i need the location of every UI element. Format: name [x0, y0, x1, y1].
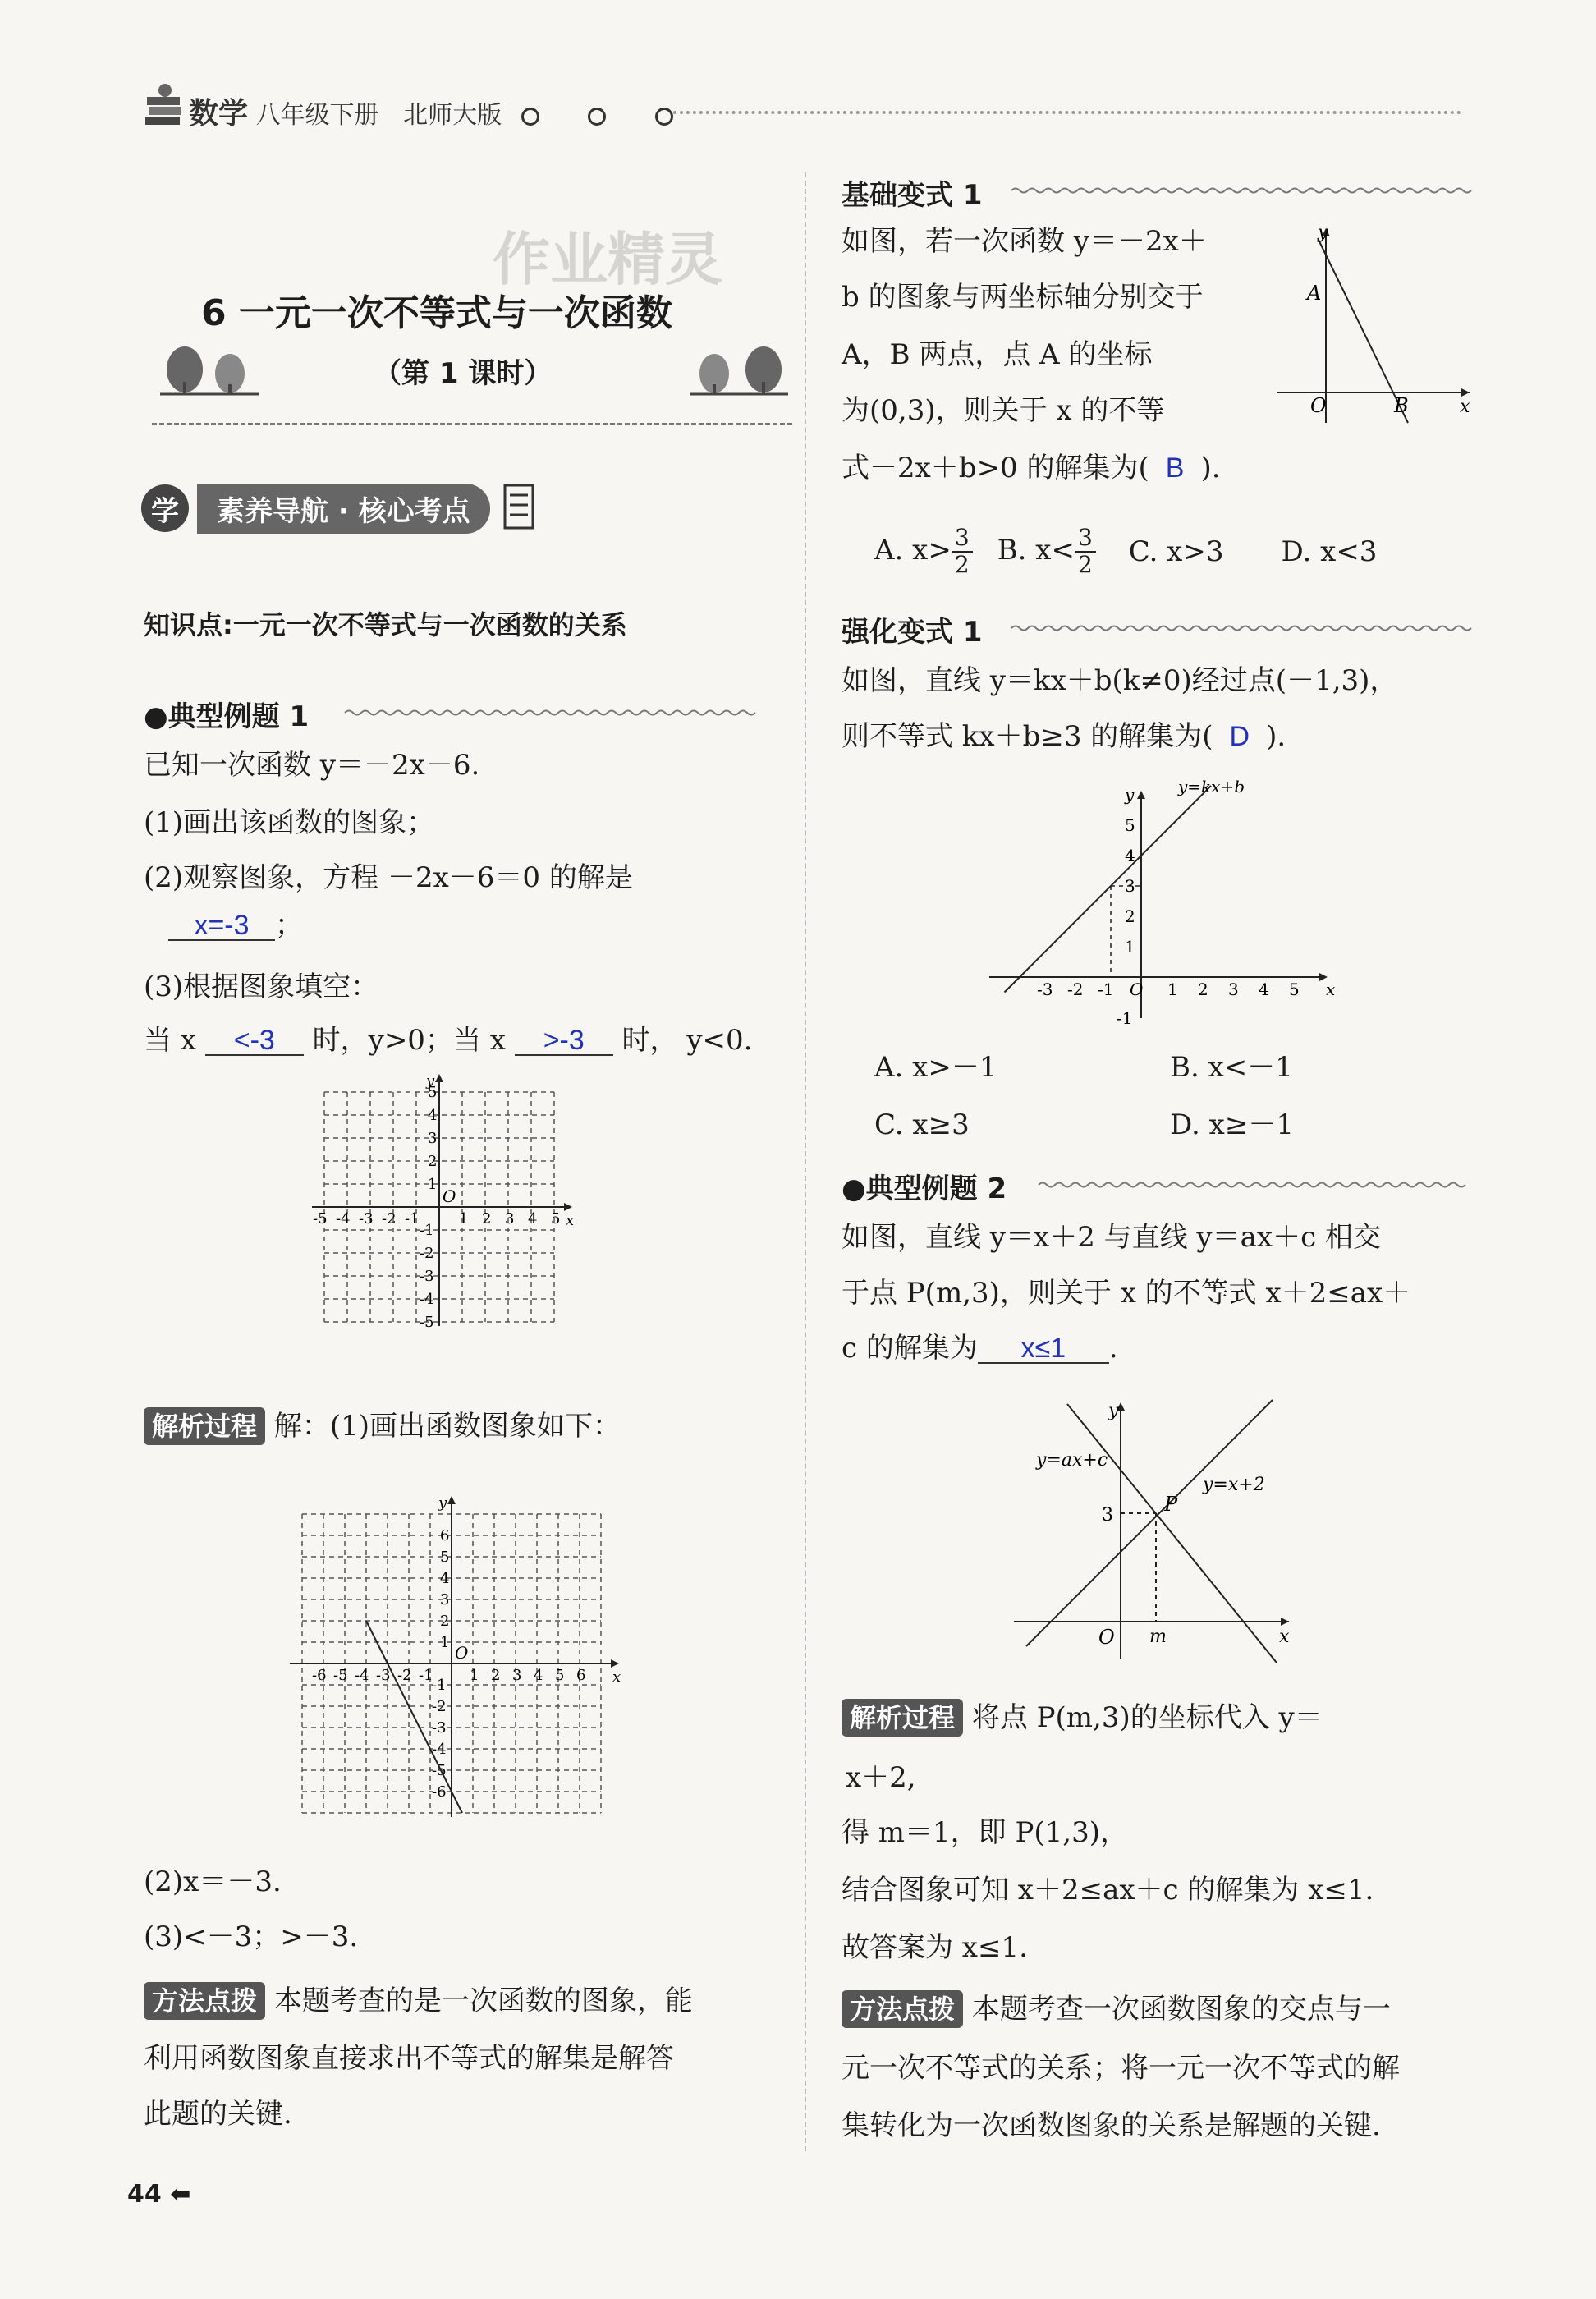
- y-tick-label: 6: [440, 1527, 450, 1544]
- axis-label-y: y: [1318, 223, 1328, 243]
- option-B: B. x< $\frac{3}{2}$: [998, 525, 1096, 578]
- y-tick-label: -3: [420, 1268, 434, 1285]
- header-subject: 数学: [189, 97, 249, 131]
- x-tick-label: 4: [528, 1210, 538, 1228]
- notebook-icon: [500, 482, 536, 535]
- x-tick-label: 5: [1289, 980, 1300, 999]
- y-tick-label: -1: [1117, 1008, 1133, 1028]
- x-tick-label: 1: [470, 1667, 479, 1684]
- axis-label-y: y: [1125, 785, 1135, 805]
- axis-label-x: x: [612, 1668, 621, 1686]
- section-banner: [141, 483, 536, 534]
- y-axis-arrow: [435, 1074, 443, 1082]
- strong1-heading: 强化变式 1: [842, 616, 983, 649]
- y-tick-label: 3: [1125, 876, 1135, 896]
- column-divider: [805, 172, 806, 2151]
- example2-sol-line3: 得 m＝1，即 P(1,3)，: [842, 1816, 1128, 1849]
- x-tick-label: -1: [405, 1210, 420, 1228]
- y-tick-label: 4: [440, 1570, 450, 1587]
- y-tick-label: 5: [1125, 815, 1135, 835]
- x-tick-label: 3: [1228, 980, 1239, 999]
- x-tick-label: 1: [459, 1210, 469, 1228]
- axis-label-x: x: [566, 1212, 575, 1229]
- x-tick-label: 2: [491, 1667, 501, 1684]
- strong1-figure: [977, 776, 1338, 1034]
- title-rule: [152, 423, 792, 425]
- x-tick-label: 2: [1198, 980, 1208, 999]
- example1-q2: (2)观察图象，方程 －2x－6＝0 的解是: [144, 861, 633, 894]
- example1-solution-intro: 解析过程 解：(1)画出函数图象如下：: [144, 1412, 621, 1440]
- x-tick-label: -1: [419, 1667, 433, 1684]
- answer-blank: >-3: [515, 1026, 613, 1056]
- axis-label-x: x: [1326, 980, 1336, 999]
- example2-sol-line4: 结合图象可知 x＋2≤ax＋c 的解集为 x≤1.: [842, 1874, 1374, 1907]
- tree-icon: [152, 337, 267, 406]
- empty-grid-figure: [313, 1072, 628, 1358]
- y-tick-label: 5: [440, 1549, 450, 1566]
- x-axis-arrow: [564, 1203, 572, 1211]
- x-tick-label: 5: [555, 1667, 565, 1684]
- wavy-rule: [345, 704, 764, 720]
- example2-sol-line5: 故答案为 x≤1.: [842, 1931, 1028, 1964]
- y-tick-label: 3: [428, 1130, 438, 1147]
- origin-label: O: [1310, 394, 1327, 417]
- example2-line1: 如图，直线 y＝x＋2 与直线 y＝ax＋c 相交: [842, 1221, 1381, 1254]
- x-tick-label: 2: [482, 1210, 492, 1228]
- example1-method-3: 此题的关键.: [144, 2098, 292, 2131]
- x-tick-label: -5: [313, 1210, 328, 1228]
- strong1-option-C: C. x≥3: [874, 1108, 970, 1141]
- x-tick-label: 3: [512, 1667, 522, 1684]
- basic1-line2: b 的图象与两坐标轴分别交于: [842, 281, 1204, 314]
- x-tick-label: -3: [376, 1667, 391, 1684]
- origin-label: O: [1130, 980, 1144, 999]
- origin-label: O: [1098, 1626, 1115, 1649]
- line-label-x-plus-2: y=x+2: [1203, 1475, 1265, 1495]
- y-value-3: 3: [1102, 1505, 1113, 1526]
- basic1-line1: 如图，若一次函数 y＝－2x＋: [842, 225, 1207, 258]
- y-tick-label: -4: [432, 1741, 447, 1758]
- example2-method-1: 方法点拨 本题考查一次函数图象的交点与一: [842, 1995, 1391, 2023]
- basic1-figure: [1273, 222, 1478, 430]
- x-tick-label: 5: [551, 1210, 561, 1228]
- x-axis-arrow: [611, 1659, 619, 1668]
- y-tick-label: 2: [440, 1613, 450, 1630]
- line-y-kx-b: [1005, 786, 1212, 993]
- y-axis-arrow: [447, 1496, 456, 1504]
- lesson-title: 6 一元一次不等式与一次函数: [201, 292, 672, 334]
- y-axis-arrow: [1137, 791, 1145, 799]
- y-tick-label: 1: [440, 1634, 450, 1651]
- y-tick-label: -2: [420, 1245, 434, 1262]
- line-label-ax-c: y=ax+c: [1036, 1450, 1108, 1471]
- answer-choice: B: [1165, 452, 1185, 484]
- strong1-line1: 如图，直线 y＝kx＋b(k≠0)经过点(－1,3)，: [842, 664, 1398, 697]
- wavy-rule: [1011, 620, 1471, 636]
- dot-icon: [588, 108, 606, 126]
- basic1-heading: 基础变式 1: [842, 179, 983, 212]
- point-label-A: A: [1307, 282, 1322, 305]
- point-label-B: B: [1394, 394, 1409, 417]
- strong1-option-D: D. x≥－1: [1170, 1108, 1294, 1141]
- option-D: D. x<3: [1281, 535, 1378, 568]
- y-tick-label: 3: [440, 1591, 450, 1608]
- y-tick-label: 5: [428, 1084, 438, 1101]
- example1-stem: 已知一次函数 y＝－2x－6.: [144, 749, 480, 782]
- banner-badge: 学: [141, 484, 189, 532]
- x-tick-label: -3: [359, 1210, 374, 1228]
- arrow-left-icon: ⬅: [170, 2180, 191, 2209]
- basic1-line3: A，B 两点，点 A 的坐标: [842, 338, 1153, 371]
- example2-method-2: 元一次不等式的关系；将一元一次不等式的解: [842, 2052, 1400, 2085]
- x-tick-label: -2: [397, 1667, 412, 1684]
- solution-tag: 解析过程: [842, 1699, 963, 1737]
- x-tick-label: -3: [1037, 980, 1053, 999]
- x-tick-label: -2: [1067, 980, 1084, 999]
- header: [140, 90, 673, 132]
- point-label-P: P: [1164, 1493, 1178, 1516]
- x-tick-label: -2: [382, 1210, 397, 1228]
- y-tick-label: 2: [1125, 906, 1135, 926]
- x-tick-label: -1: [1098, 980, 1114, 999]
- wavy-rule: [1039, 1177, 1465, 1192]
- example1-q3-fill: 当 x <-3 时，y>0；当 x >-3 时， y<0.: [144, 1024, 753, 1057]
- strong1-option-A: A. x>－1: [874, 1051, 998, 1084]
- method-tag: 方法点拨: [144, 1982, 265, 2020]
- option-C: C. x>3: [1128, 535, 1224, 568]
- solution-graph-figure: [263, 1470, 657, 1851]
- axis-label-x: x: [1460, 397, 1470, 417]
- axis-label-y: y: [438, 1494, 447, 1512]
- answer-blank: x≤1: [978, 1334, 1109, 1364]
- x-tick-label: 4: [1259, 980, 1269, 999]
- origin-label: O: [455, 1643, 469, 1663]
- y-tick-label: -5: [420, 1314, 434, 1331]
- y-tick-label: 4: [428, 1107, 438, 1124]
- x-tick-label: 3: [505, 1210, 515, 1228]
- x-tick-label: -6: [312, 1667, 327, 1684]
- point-label-m: m: [1149, 1627, 1167, 1647]
- answer-choice: D: [1229, 721, 1250, 752]
- example1-sol2: (2)x＝－3.: [144, 1865, 282, 1898]
- y-tick-label: -1: [420, 1222, 434, 1239]
- basic1-options: [874, 525, 1377, 578]
- tree-icon: [681, 337, 796, 406]
- x-tick-label: -5: [333, 1667, 348, 1684]
- basic1-line5: 式－2x＋b>0 的解集为( B ).: [842, 452, 1221, 484]
- strong1-line2: 则不等式 kx＋b≥3 的解集为( D ).: [842, 720, 1286, 753]
- header-dotted-rule: [673, 111, 1461, 114]
- example1-q2-answer-line: x=-3 ；: [168, 911, 303, 941]
- example2-sol-line2: x＋2,: [846, 1761, 916, 1794]
- lesson-period: （第 1 课时）: [374, 357, 553, 390]
- basic1-line4: 为(0,3)，则关于 x 的不等: [842, 394, 1165, 427]
- y-tick-label: 1: [1125, 937, 1135, 957]
- method-tag: 方法点拨: [842, 1990, 963, 2028]
- y-tick-label: -6: [432, 1783, 447, 1801]
- dot-icon: [655, 108, 673, 126]
- example1-q3: (3)根据图象填空：: [144, 971, 379, 1003]
- x-tick-label: -4: [355, 1667, 369, 1684]
- axis-label-y: y: [1108, 1401, 1119, 1421]
- y-tick-label: -5: [432, 1762, 447, 1779]
- example1-q1: (1)画出该函数的图象；: [144, 806, 435, 839]
- example2-figure: [1010, 1388, 1322, 1670]
- answer-blank: <-3: [205, 1026, 304, 1056]
- y-tick-label: -2: [432, 1698, 447, 1715]
- example2-sol-line1: 解析过程 将点 P(m,3)的坐标代入 y＝: [842, 1704, 1323, 1732]
- example2-line3: c 的解集为 x≤1 .: [842, 1332, 1118, 1365]
- line-label: y=kx+b: [1178, 777, 1245, 796]
- answer-blank: x=-3: [168, 911, 275, 941]
- x-tick-label: 6: [576, 1667, 586, 1684]
- x-tick-label: -4: [336, 1210, 351, 1228]
- knowledge-point: 知识点:一元一次不等式与一次函数的关系: [144, 609, 627, 640]
- strong1-option-B: B. x<－1: [1170, 1051, 1293, 1084]
- banner-label: 素养导航 · 核心考点: [197, 484, 490, 534]
- watermark: 作业精灵: [493, 226, 722, 293]
- y-tick-label: 4: [1125, 846, 1135, 865]
- wavy-rule: [1011, 182, 1471, 198]
- axis-label-y: y: [426, 1072, 435, 1090]
- dot-icon: [521, 108, 539, 126]
- y-tick-label: 1: [428, 1176, 438, 1193]
- solution-tag: 解析过程: [144, 1407, 265, 1445]
- example1-heading: ●典型例题 1: [144, 700, 310, 733]
- origin-label: O: [443, 1186, 456, 1206]
- example1-sol3: (3)<－3；>－3.: [144, 1920, 359, 1953]
- page-number: 44 ⬅: [127, 2180, 191, 2209]
- header-edition: 北师大版: [403, 101, 502, 130]
- x-tick-label: 1: [1167, 980, 1178, 999]
- example2-line2: 于点 P(m,3)，则关于 x 的不等式 x＋2≤ax＋: [842, 1277, 1411, 1310]
- y-tick-label: -1: [432, 1677, 447, 1694]
- y-tick-label: 2: [428, 1153, 438, 1170]
- option-A: A. x> $\frac{3}{2}$: [874, 525, 973, 578]
- example1-method-1: 方法点拨 本题考查的是一次函数的图象，能: [144, 1987, 693, 2015]
- example1-method-2: 利用函数图象直接求出不等式的解集是解答: [144, 2042, 674, 2075]
- example2-heading: ●典型例题 2: [842, 1172, 1007, 1205]
- axis-label-x: x: [1279, 1627, 1290, 1647]
- header-grade: 八年级下册: [255, 101, 379, 130]
- y-tick-label: -3: [432, 1719, 447, 1737]
- example2-method-3: 集转化为一次函数图象的关系是解题的关键.: [842, 2109, 1381, 2142]
- y-tick-label: -4: [420, 1291, 434, 1308]
- x-tick-label: 4: [534, 1667, 543, 1684]
